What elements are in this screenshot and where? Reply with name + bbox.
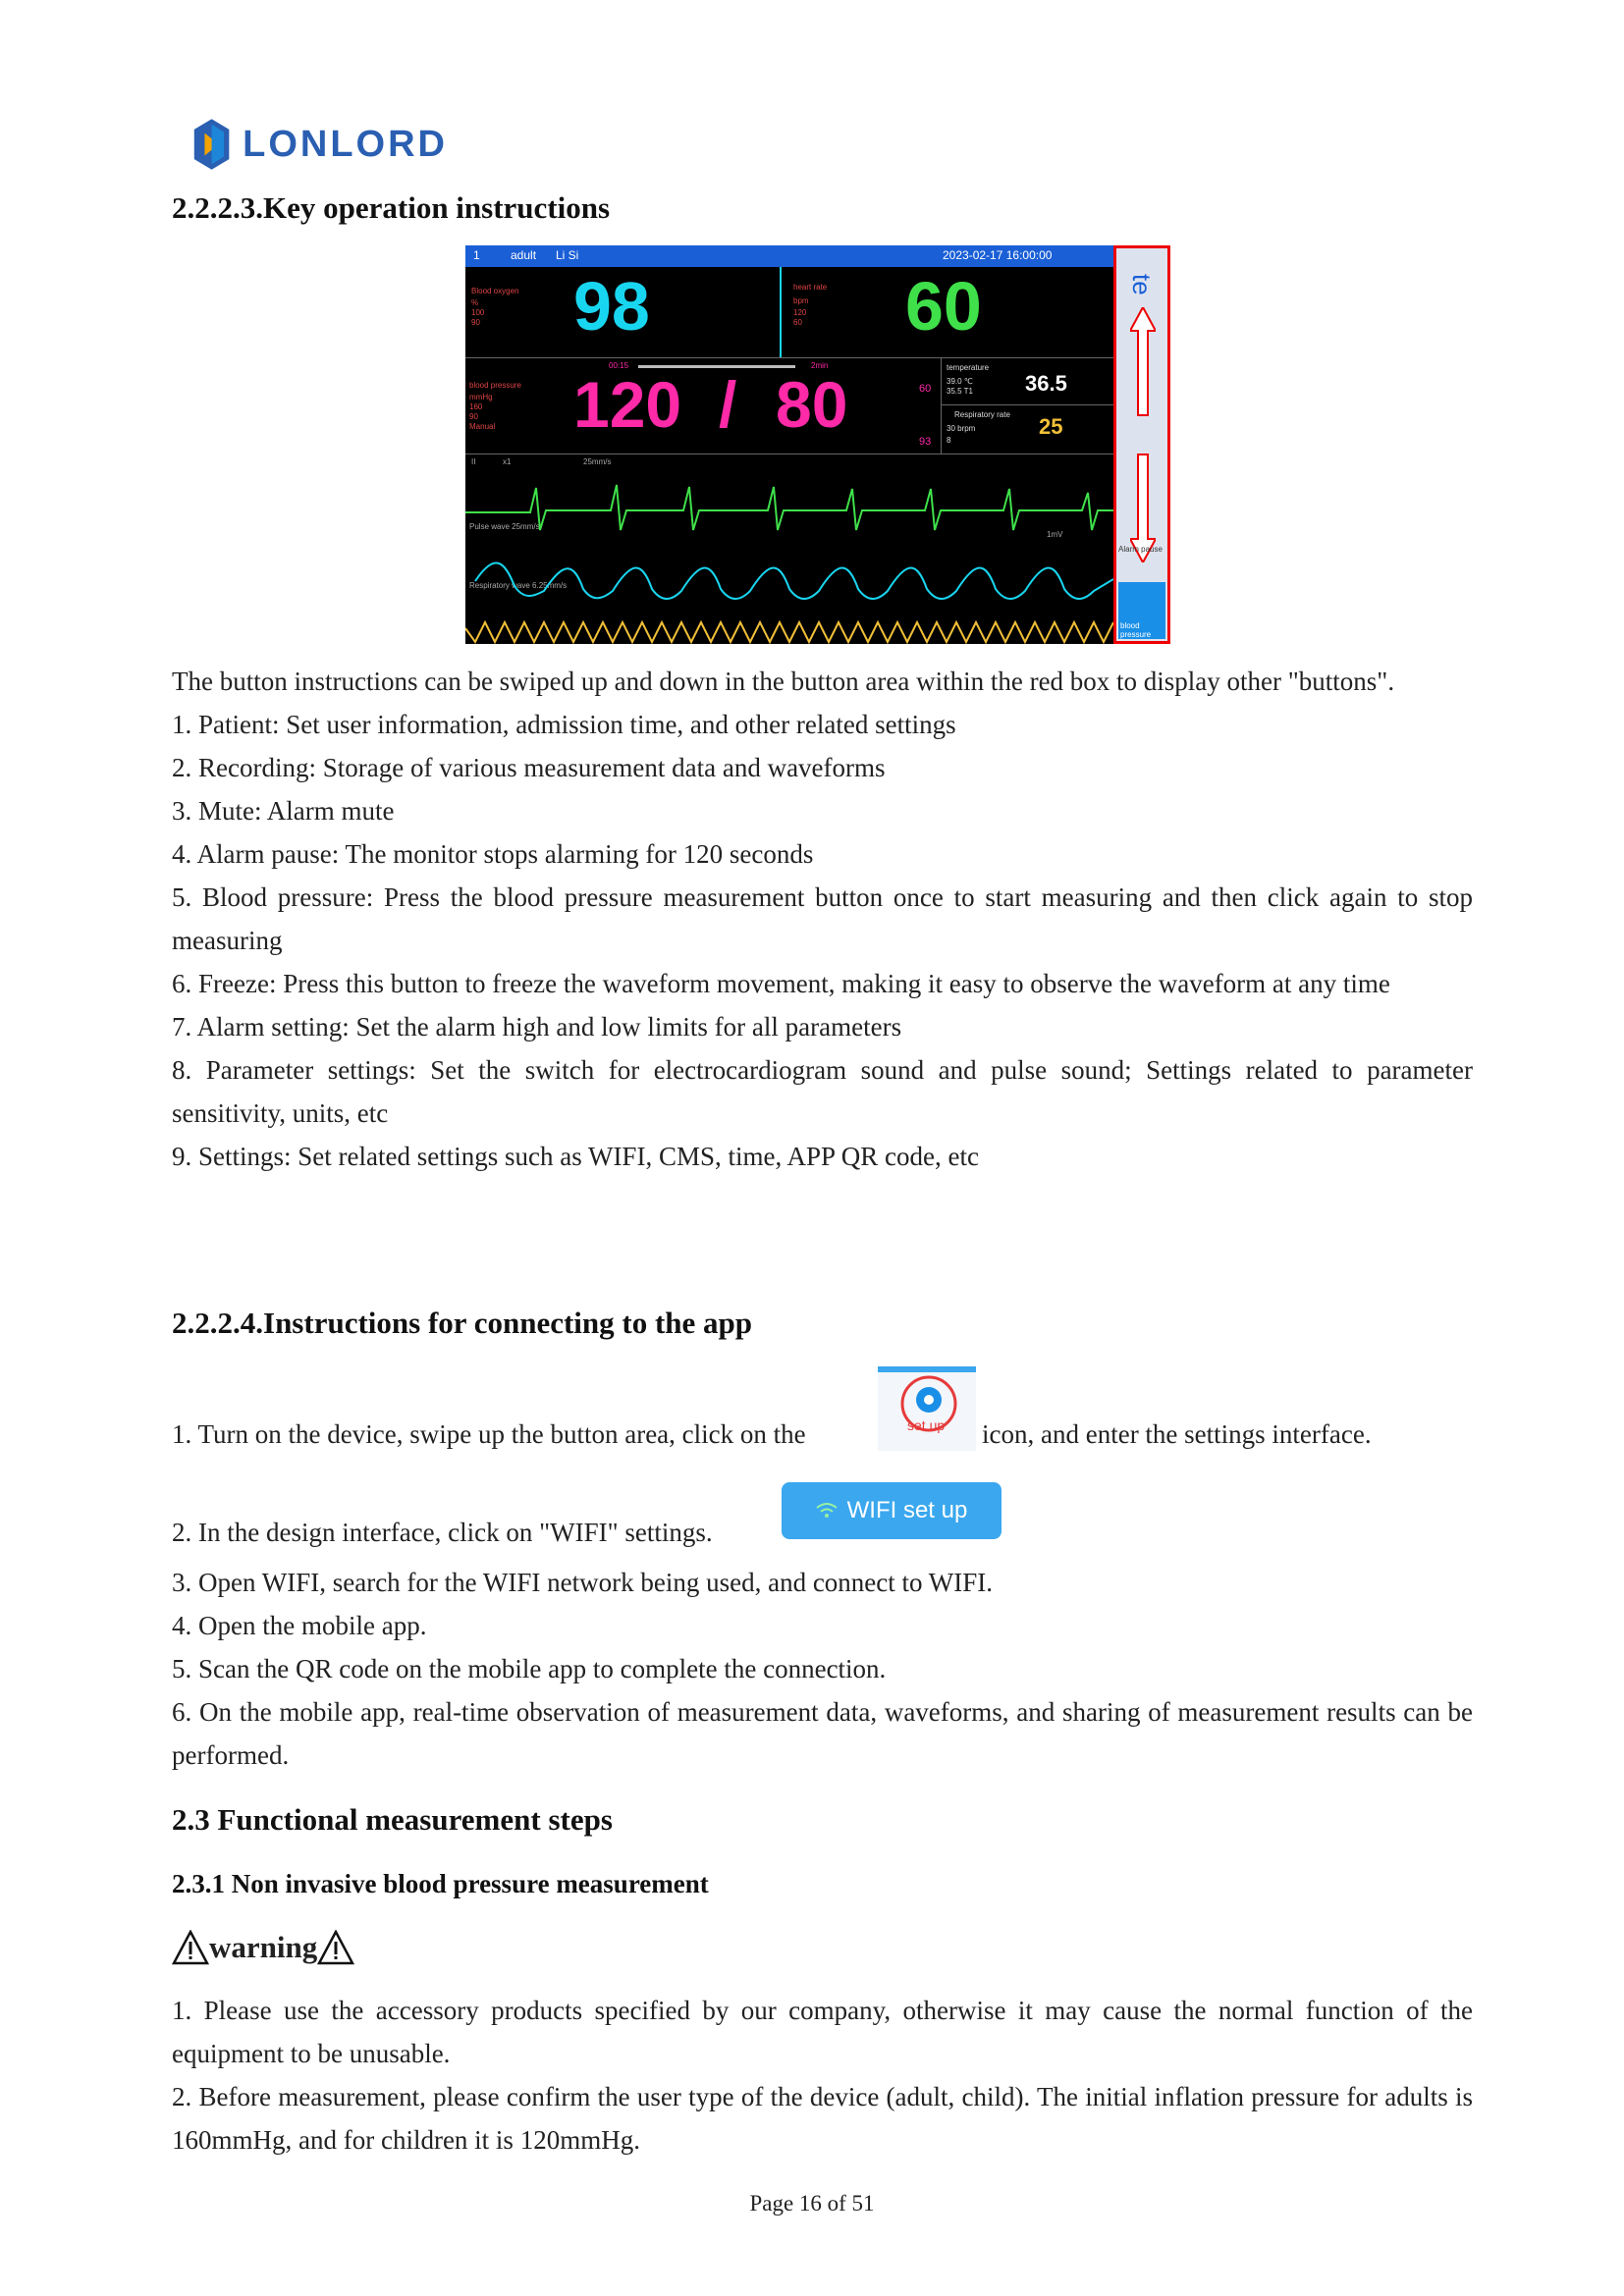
warning-item-2: 2. Before measurement, please confirm the user type of the device (adult, child). The initial inflation pressure for adults is 160mmHg, and for children it is 120mmHg. [172, 2082, 1473, 2155]
warning-item-1: 1. Please use the accessory products specified by our company, otherwise it may cause the normal function of the equipment to be unusable. [172, 1996, 1473, 2068]
section-title-functional-steps: 2.3 Functional measurement steps [172, 1802, 613, 1837]
side-button-bp[interactable] [1118, 582, 1165, 639]
intro-paragraph: The button instructions can be swiped up and down in the button area within the red box to display other "buttons". [172, 667, 1395, 696]
side-button-top[interactable]: te [1127, 274, 1157, 295]
wifi-setup-button-image [782, 1482, 1001, 1539]
app-step-1-end: icon, and enter the settings interface. [982, 1419, 1372, 1449]
bp-slash: / [719, 368, 737, 441]
spo2-low: 90 [471, 318, 480, 327]
side-button-bp-label: blood pressure [1120, 621, 1152, 639]
list-item-8: 8. Parameter settings: Set the switch for electrocardiogram sound and pulse sound; Settings related to parameter sensitivity, units, etc [172, 1055, 1473, 1128]
hr-unit: bpm [793, 296, 809, 305]
warning-triangle-icon [317, 1930, 354, 1965]
waveforms [465, 454, 1113, 644]
resp-high: 30 brpm [947, 424, 976, 433]
key-operation-text [172, 660, 1473, 1178]
average-pressure-value: 93 [919, 436, 932, 448]
wifi-icon [816, 1502, 838, 1520]
bp-time: 00:15 [609, 361, 629, 370]
pulse-wave-label: Pulse wave 25mm/s [469, 522, 540, 531]
app-step-5: 5. Scan the QR code on the mobile app to complete the connection. [172, 1654, 887, 1683]
app-step-1-start: 1. Turn on the device, swipe up the button area, click on the [172, 1419, 806, 1449]
spo2-value: 98 [573, 268, 650, 345]
hr-label: heart rate [793, 283, 828, 292]
monitor-screenshot [465, 245, 1170, 644]
list-item-9: 9. Settings: Set related settings such as WIFI, CMS, time, APP QR code, etc [172, 1142, 979, 1171]
monitor-datetime: 2023-02-17 16:00:00 [943, 248, 1053, 262]
resp-low: 8 [947, 436, 951, 445]
warning-heading [172, 1926, 354, 1969]
ecg-lead: II [471, 457, 476, 466]
setup-icon-label: set up [907, 1417, 946, 1433]
app-step-2: 2. In the design interface, click on "WIFI" settings. [172, 1518, 713, 1547]
bp-interval: 2min [811, 361, 829, 370]
patient-name: Li Si [556, 248, 579, 262]
list-item-2: 2. Recording: Storage of various measurement data and waveforms [172, 753, 886, 782]
spo2-unit: % [471, 298, 479, 307]
hr-value: 60 [905, 268, 982, 345]
section-title-connect-app: 2.2.2.4.Instructions for connecting to the app [172, 1306, 753, 1340]
resp-label: Respiratory rate [954, 410, 1010, 419]
list-item-5: 5. Blood pressure: Press the blood pressure measurement button once to start measuring and then click again to stop measuring [172, 882, 1473, 955]
bp-label: blood pressure [469, 381, 521, 390]
hr-high: 120 [793, 308, 807, 317]
app-step-6: 6. On the mobile app, real-time observation of measurement data, waveforms, and sharing of measurement results can be performed. [172, 1697, 1473, 1770]
bed-number: 1 [473, 248, 480, 262]
hr-low: 60 [793, 318, 802, 327]
bp-unit: mmHg [469, 393, 493, 401]
list-item-7: 7. Alarm setting: Set the alarm high and low limits for all parameters [172, 1012, 902, 1041]
ecg-scale: 1mV [1047, 530, 1063, 539]
app-step-4: 4. Open the mobile app. [172, 1611, 427, 1640]
list-item-1: 1. Patient: Set user information, admission time, and other related settings [172, 710, 956, 739]
list-item-6: 6. Freeze: Press this button to freeze the waveform movement, making it easy to observe the waveform at any time [172, 969, 1390, 998]
bp-diastolic: 80 [776, 368, 848, 441]
temp-value: 36.5 [1025, 371, 1067, 396]
list-item-3: 3. Mute: Alarm mute [172, 796, 395, 826]
warning-text [172, 1989, 1473, 2162]
spo2-high: 100 [471, 308, 485, 317]
setup-icon-image [878, 1366, 976, 1451]
logo-text: LONLORD [243, 123, 448, 165]
side-button-alarm-pause[interactable]: Alarm pause [1118, 545, 1163, 554]
section-title-nibp: 2.3.1 Non invasive blood pressure measurement [172, 1869, 709, 1898]
temp-label: temperature [947, 363, 990, 372]
list-item-4: 4. Alarm pause: The monitor stops alarming for 120 seconds [172, 839, 814, 869]
patient-type: adult [511, 248, 537, 262]
bp-low: 90 [469, 412, 478, 421]
warning-triangle-icon [172, 1930, 209, 1965]
section-title-key-operation: 2.2.2.3.Key operation instructions [172, 190, 611, 225]
temp-high: 39.0 ℃ [947, 377, 973, 386]
swipe-arrows-icon [1130, 307, 1156, 562]
logo-mark-icon [192, 114, 231, 175]
temp-low: 35.5 T1 [947, 387, 973, 396]
app-step-3: 3. Open WIFI, search for the WIFI network being used, and connect to WIFI. [172, 1568, 994, 1597]
pulse-rate-value: 60 [919, 383, 932, 395]
page-number: Page 16 of 51 [749, 2191, 875, 2216]
monitor-top-bar [465, 245, 1113, 267]
app-steps-text [172, 1561, 1473, 1777]
bp-mode: Manual [469, 422, 496, 431]
spo2-label: Blood oxygen [471, 287, 519, 295]
warning-label: warning [209, 1930, 318, 1964]
ecg-speed: 25mm/s [583, 457, 612, 466]
bp-systolic: 120 [573, 368, 682, 441]
bp-high: 160 [469, 402, 483, 411]
monitor-button-area[interactable] [1113, 245, 1170, 644]
resp-value: 25 [1039, 414, 1063, 439]
resp-wave-label: Respiratory wave 6.25mm/s [469, 581, 568, 590]
company-logo [192, 106, 448, 183]
wifi-button-label: WIFI set up [846, 1497, 968, 1523]
ecg-gain: x1 [503, 457, 512, 466]
